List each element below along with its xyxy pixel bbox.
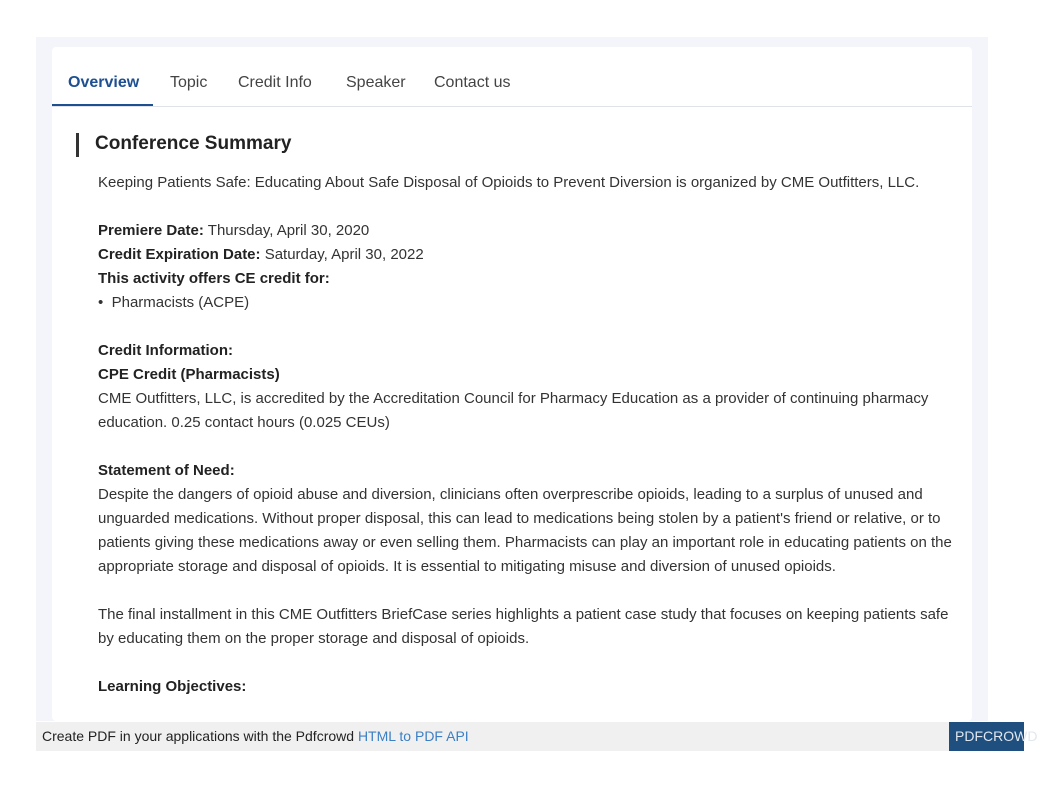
footer-text (42, 728, 469, 744)
credit-info-label: Credit Information: (98, 342, 233, 359)
ce-credit-item (98, 291, 966, 315)
summary-body (98, 171, 966, 723)
ce-credit-item-text: Pharmacists (ACPE) (111, 294, 250, 311)
series-line: by educating them on the proper storage and disposal of opioids. (98, 630, 530, 647)
content-card (52, 47, 972, 721)
series-block (98, 603, 966, 651)
need-line: appropriate storage and disposal of opioids. It is essential to mitigating misuse and diversion of unused opioids. (98, 558, 836, 575)
pdfcrowd-footer (36, 722, 1037, 751)
premiere-date-label: Premiere Date: (98, 222, 204, 239)
need-line: Despite the dangers of opioid abuse and diversion, clinicians often overprescribe opioids, leading to a surplus of unused and (98, 486, 923, 503)
section-title: Conference Summary (76, 133, 291, 157)
expiration-date-value: Saturday, April 30, 2022 (260, 246, 424, 263)
cpe-credit-label: CPE Credit (Pharmacists) (98, 366, 280, 383)
dates-block (98, 219, 966, 315)
page-background (36, 37, 988, 721)
premiere-date (98, 219, 966, 243)
learning-objectives-label: Learning Objectives: (98, 678, 247, 695)
active-tab-indicator (52, 104, 153, 106)
tab-bar (52, 47, 972, 107)
need-line: patients giving these medications away or even selling them. Pharmacists can play an important role in educating patients on the (98, 534, 952, 551)
series-line: The final installment in this CME Outfitters BriefCase series highlights a patient case study that focuses on keeping patients safe (98, 606, 949, 623)
footer-message: Create PDF in your applications with the Pdfcrowd (42, 728, 358, 744)
expiration-date (98, 243, 966, 267)
cpe-credit-text-2: education. 0.25 contact hours (0.025 CEUs) (98, 414, 390, 431)
premiere-date-value: Thursday, April 30, 2020 (203, 222, 370, 239)
tab-contact-us[interactable]: Contact us (434, 74, 511, 91)
need-line: unguarded medications. Without proper disposal, this can lead to medications being stolen by a patient's friend or relative, or to (98, 510, 941, 527)
pdfcrowd-badge[interactable]: PDFCROWD (949, 722, 1024, 751)
tab-speaker[interactable]: Speaker (346, 74, 406, 91)
tab-topic[interactable]: Topic (170, 74, 208, 91)
cpe-credit-text-1: CME Outfitters, LLC, is accredited by the Accreditation Council for Pharmacy Education as a provider of continuing pharmacy (98, 390, 929, 407)
ce-credit-label: This activity offers CE credit for: (98, 270, 330, 287)
credit-info-block (98, 339, 966, 435)
tab-overview[interactable]: Overview (68, 74, 140, 91)
footer-api-link[interactable]: HTML to PDF API (357, 728, 469, 744)
statement-of-need-block (98, 459, 966, 579)
tab-credit-info[interactable]: Credit Info (238, 74, 312, 91)
intro-text: Keeping Patients Safe: Educating About Safe Disposal of Opioids to Prevent Diversion is organized by CME Outfitters, LLC. (98, 174, 920, 191)
expiration-date-label: Credit Expiration Date: (98, 246, 261, 263)
statement-of-need-label: Statement of Need: (98, 462, 235, 479)
bullet-icon: • (98, 294, 112, 311)
learning-objectives-block (98, 675, 966, 699)
